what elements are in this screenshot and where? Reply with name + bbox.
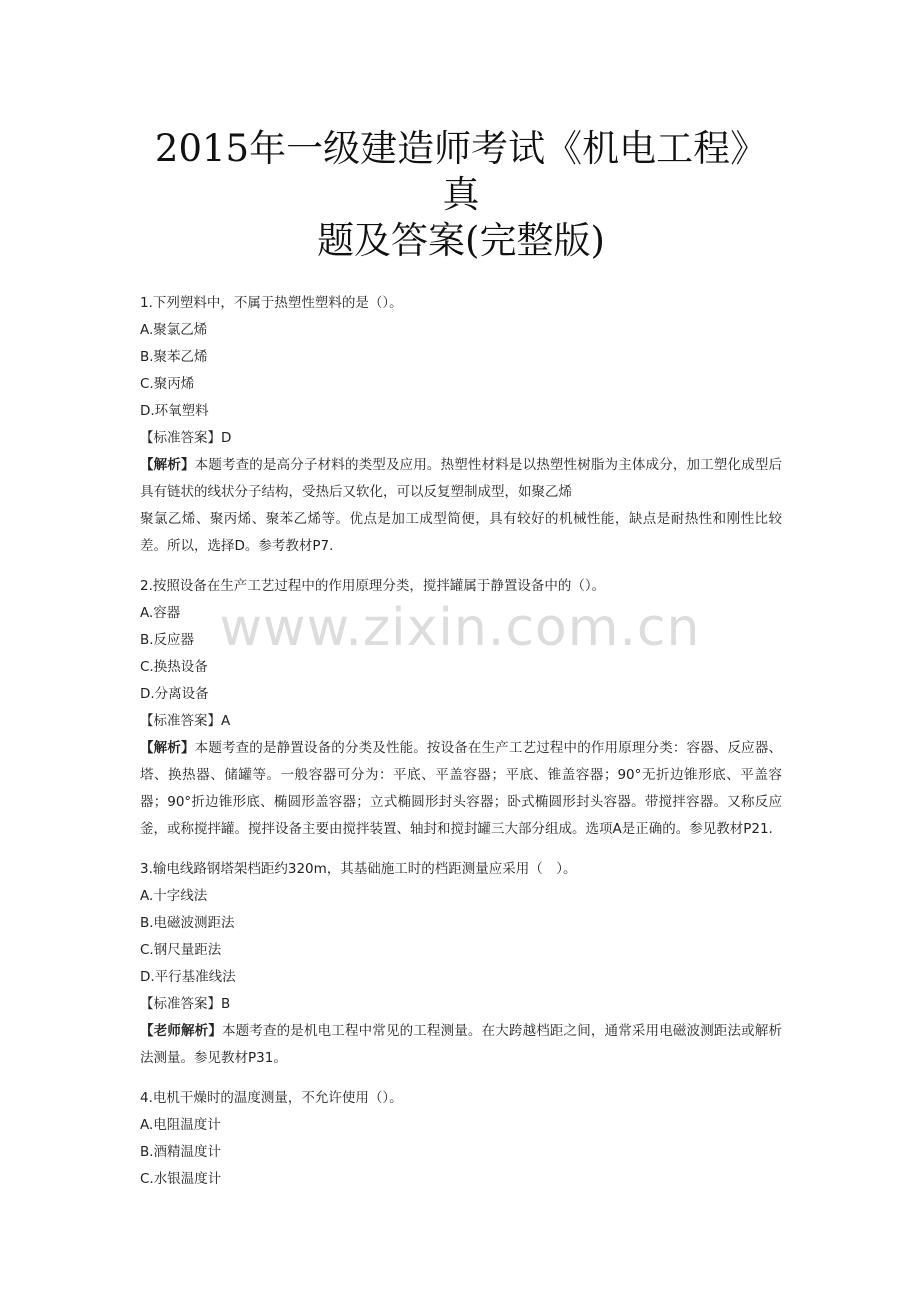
answer-option: B.电磁波测距法 — [140, 915, 235, 931]
standard-answer: 【标准答案】D — [140, 430, 232, 446]
question-stem: 2.按照设备在生产工艺过程中的作用原理分类，搅拌罐属于静置设备中的（）。 — [140, 578, 606, 594]
analysis-text: 聚氯乙烯、聚丙烯、聚苯乙烯等。优点是加工成型简便，具有较好的机械性能，缺点是耐热性和刚性比较差。所以，选择D。参考教材P7. — [140, 511, 782, 554]
question-block — [140, 573, 782, 843]
title-line-1: 2015年一级建造师考试《机电工程》真 — [154, 127, 768, 216]
answer-option: C.换热设备 — [140, 659, 208, 675]
answer-option: D.环氧塑料 — [140, 403, 209, 419]
standard-answer: 【标准答案】B — [140, 996, 231, 1012]
analysis-paragraph — [140, 452, 782, 506]
answer-option: C.水银温度计 — [140, 1171, 222, 1187]
answer-option: C.聚丙烯 — [140, 376, 195, 392]
analysis-tag: 【解析】 — [140, 457, 195, 473]
analysis-tag: 【解析】 — [140, 740, 195, 756]
question-block — [140, 1085, 782, 1193]
analysis-text: 本题考查的是高分子材料的类型及应用。热塑性材料是以热塑性树脂为主体成分，加工塑化成型后具有链状的线状分子结构，受热后又软化，可以反复塑制成型，如聚乙烯 — [140, 457, 783, 500]
question-stem: 3.输电线路钢塔架档距约320m，其基础施工时的档距测量应采用（ ）。 — [140, 861, 577, 877]
answer-option: A.容器 — [140, 605, 181, 621]
answer-option: A.聚氯乙烯 — [140, 322, 208, 338]
answer-option: C.钢尺量距法 — [140, 942, 222, 958]
analysis-text: 本题考查的是静置设备的分类及性能。按设备在生产工艺过程中的作用原理分类：容器、反应器、塔、换热器、储罐等。一般容器可分为：平底、平盖容器；平底、锥盖容器；90°无折边锥形底、平盖容器；90°折边锥形底、椭圆形盖容器；立式椭圆形封头容器；卧式椭圆形封头容器。带搅拌容器。又称反应釜，或称搅拌罐。搅拌设备主要由搅拌装置、轴封和搅封罐三大部分组成。选项A是正确的。参见教材P21. — [140, 740, 783, 837]
question-list — [140, 290, 782, 1193]
analysis-text: 本题考查的是机电工程中常见的工程测量。在大跨越档距之间，通常采用电磁波测距法或解析法测量。参见教材P31。 — [140, 1023, 783, 1066]
document-page — [140, 0, 782, 1206]
analysis-paragraph — [140, 735, 782, 843]
analysis-paragraph — [140, 1018, 782, 1072]
question-stem: 1.下列塑料中，不属于热塑性塑料的是（）。 — [140, 295, 403, 311]
answer-option: B.酒精温度计 — [140, 1144, 222, 1160]
page-title — [140, 126, 782, 264]
answer-option: D.平行基准线法 — [140, 969, 236, 985]
question-block — [140, 856, 782, 1072]
analysis-paragraph — [140, 506, 782, 560]
answer-option: D.分离设备 — [140, 686, 209, 702]
question-stem: 4.电机干燥时的温度测量，不允许使用（）。 — [140, 1090, 403, 1106]
question-block — [140, 290, 782, 560]
answer-option: A.电阻温度计 — [140, 1117, 221, 1133]
standard-answer: 【标准答案】A — [140, 713, 231, 729]
analysis-tag: 【老师解析】 — [140, 1023, 222, 1039]
answer-option: B.聚苯乙烯 — [140, 349, 208, 365]
answer-option: A.十字线法 — [140, 888, 208, 904]
answer-option: B.反应器 — [140, 632, 195, 648]
title-line-2: 题及答案(完整版) — [317, 219, 605, 262]
watermark: www.zixin.com.cn — [219, 598, 701, 658]
